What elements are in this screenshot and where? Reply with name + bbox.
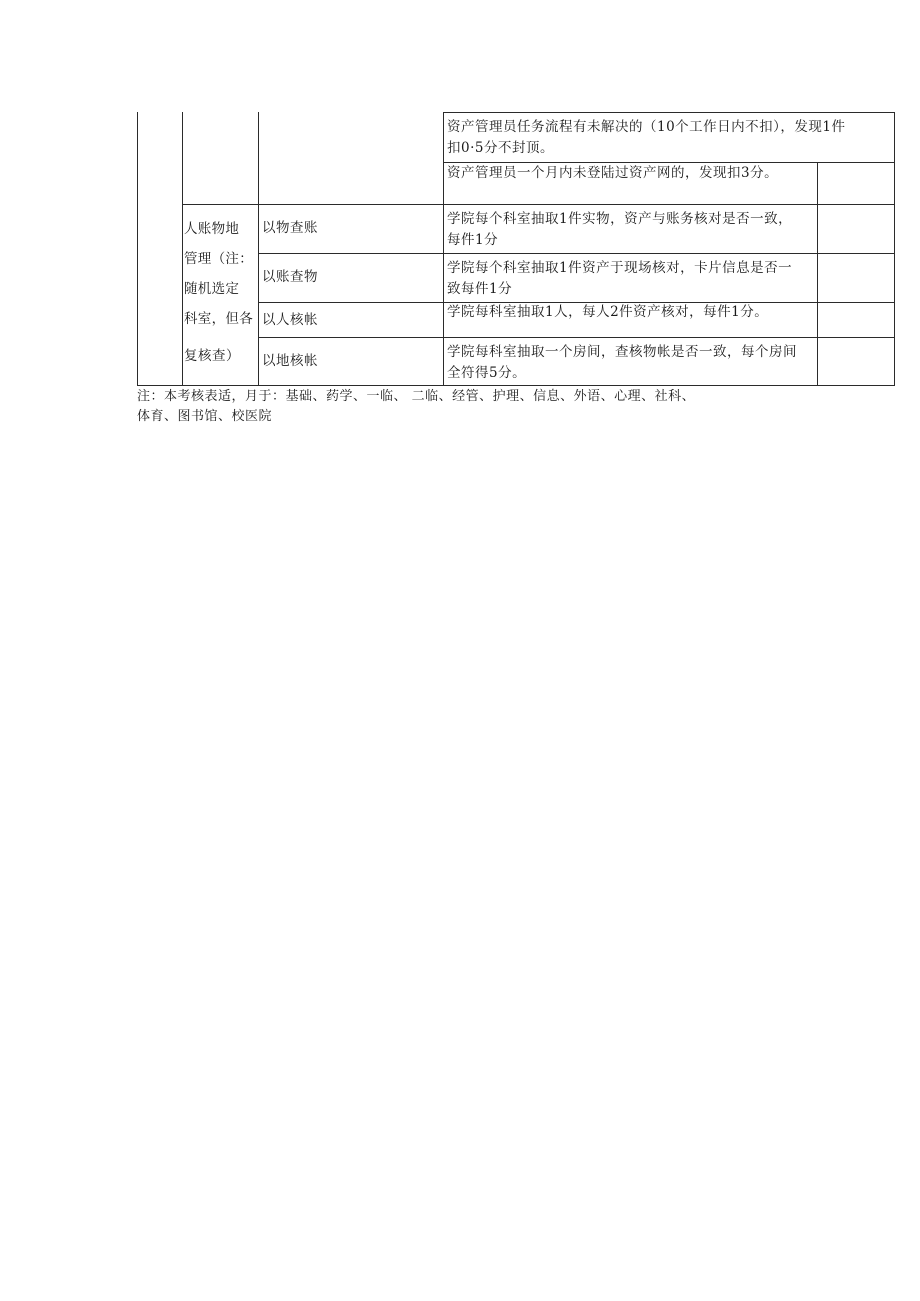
remark-text: 资产管理员任务流程有未解决的（10个工作日内不扣），发现1件 [447,119,846,135]
remark-cell [447,117,891,159]
category-text: 复核查） [184,348,240,364]
grid-line [258,112,259,386]
criteria-cell [447,209,815,251]
method-cell: 以地核帐 [262,353,318,369]
criteria-text: 学院每科室抽取一个房间，查核物帐是否一致，每个房间 [447,344,797,360]
grid-line [817,163,818,386]
category-text: 科室，但各 [184,311,253,327]
remark-text: 资产管理员一个月内未登陆过资产网的，发现扣3分。 [447,165,779,181]
criteria-cell [447,342,815,384]
category-cell [184,214,258,368]
criteria-text: 学院每个科室抽取1件实物，资产与账务核对是否一致， [447,211,793,227]
criteria-text: 致每件1分 [447,281,513,297]
footnote-text: 注：本考核表适，月于：基础、药学、一临、 二临、经管、护理、信息、外语、心理、社科、 [137,389,696,404]
grid-line [443,112,895,113]
criteria-cell [447,258,815,300]
grid-line [443,112,444,386]
grid-line [182,204,895,205]
footnote-text: 体育、图书馆、校医院 [137,409,273,424]
category-text: 管理（注： [184,251,253,267]
remark-text: 扣0·5分不封顶。 [447,140,554,156]
criteria-text: 每件1分 [447,232,499,248]
category-text [184,334,258,340]
criteria-cell [447,302,815,323]
category-text: 人账物地 [184,221,240,237]
criteria-text: 学院每科室抽取1人，每人2件资产核对，每件1分。 [447,304,769,320]
remark-cell [447,163,815,184]
category-text: 随机选定 [184,281,240,297]
method-cell: 以账查物 [262,269,318,285]
grid-line [894,112,895,386]
method-cell: 以物查账 [262,220,318,236]
footnote [137,387,695,427]
criteria-text: 全符得5分。 [447,365,527,381]
grid-line [258,253,895,254]
grid-line [258,337,895,338]
grid-line [137,385,895,386]
grid-line [137,112,138,386]
method-cell: 以人核帐 [262,312,318,328]
criteria-text: 学院每个科室抽取1件资产于现场核对，卡片信息是否一 [447,260,793,276]
grid-line [182,112,183,386]
